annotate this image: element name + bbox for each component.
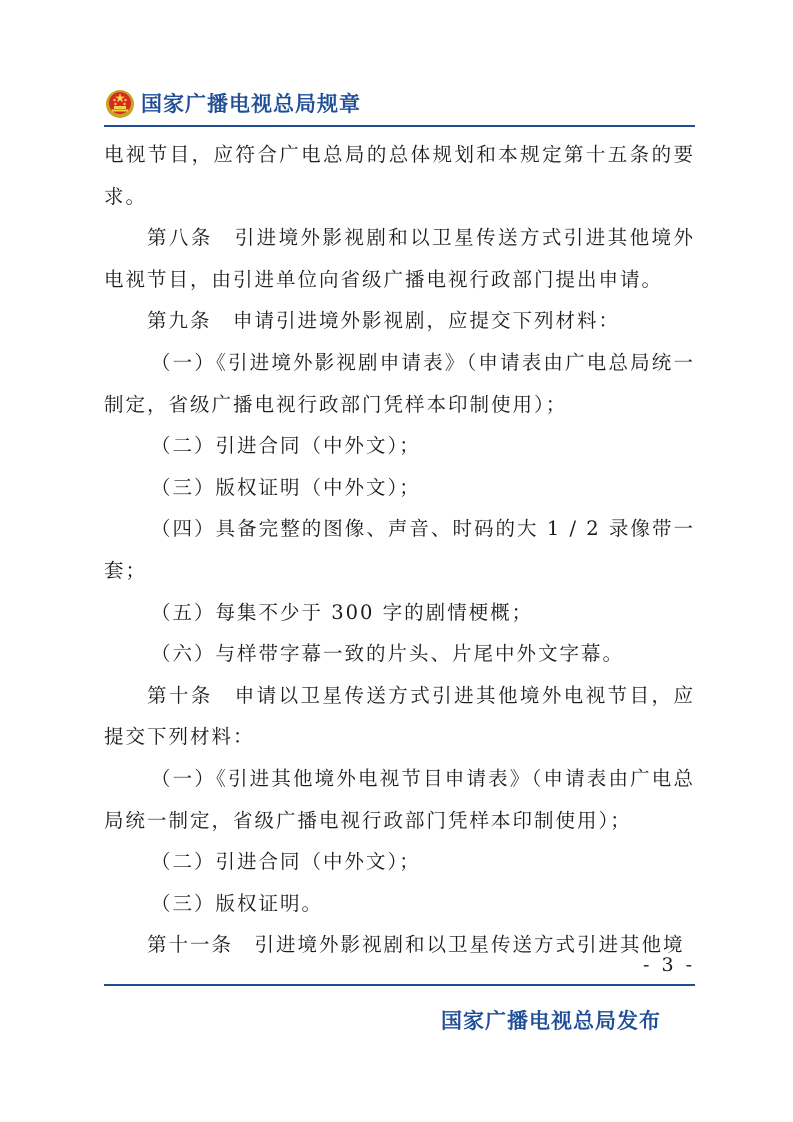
header-divider bbox=[104, 125, 695, 127]
article-10-item-2: （二）引进合同（中外文）； bbox=[151, 850, 421, 874]
document-body bbox=[104, 134, 695, 966]
article-10: 第十条 申请以卫星传送方式引进其他境外电视节目，应提交下列材料： bbox=[104, 683, 695, 749]
footer-publisher: 国家广播电视总局发布 bbox=[441, 1009, 661, 1033]
article-10-item-3: （三）版权证明。 bbox=[151, 891, 324, 915]
article-9-item-3: （三）版权证明（中外文）； bbox=[151, 475, 421, 499]
article-9-item-1: （一）《引进境外影视剧申请表》（申请表由广电总局统一制定，省级广播电视行政部门凭样本印制使用）； bbox=[104, 350, 695, 416]
article-9-item-5: （五）每集不少于 300 字的剧情梗概； bbox=[151, 600, 534, 624]
page-number: - 3 - bbox=[642, 954, 695, 976]
article-9: 第九条 申请引进境外影视剧，应提交下列材料： bbox=[147, 309, 621, 333]
article-11: 第十一条 引进境外影视剧和以卫星传送方式引进其他境 bbox=[147, 933, 685, 957]
article-10-item-1: （一）《引进其他境外电视节目申请表》（申请表由广电总局统一制定，省级广播电视行政部门凭样本印制使用）； bbox=[104, 766, 695, 832]
document-header bbox=[104, 86, 361, 120]
article-9-item-2: （二）引进合同（中外文）； bbox=[151, 434, 421, 458]
national-emblem-icon bbox=[104, 87, 136, 119]
paragraph-continuation: 电视节目，应符合广电总局的总体规划和本规定第十五条的要求。 bbox=[104, 143, 695, 208]
article-8: 第八条 引进境外影视剧和以卫星传送方式引进其他境外电视节目，由引进单位向省级广播电视行政部门提出申请。 bbox=[104, 226, 695, 291]
header-title: 国家广播电视总局规章 bbox=[141, 92, 361, 116]
footer-divider bbox=[104, 984, 695, 986]
article-9-item-4: （四）具备完整的图像、声音、时码的大 1 / 2 录像带一套； bbox=[104, 517, 695, 582]
article-9-item-6: （六）与样带字幕一致的片头、片尾中外文字幕。 bbox=[151, 642, 625, 666]
